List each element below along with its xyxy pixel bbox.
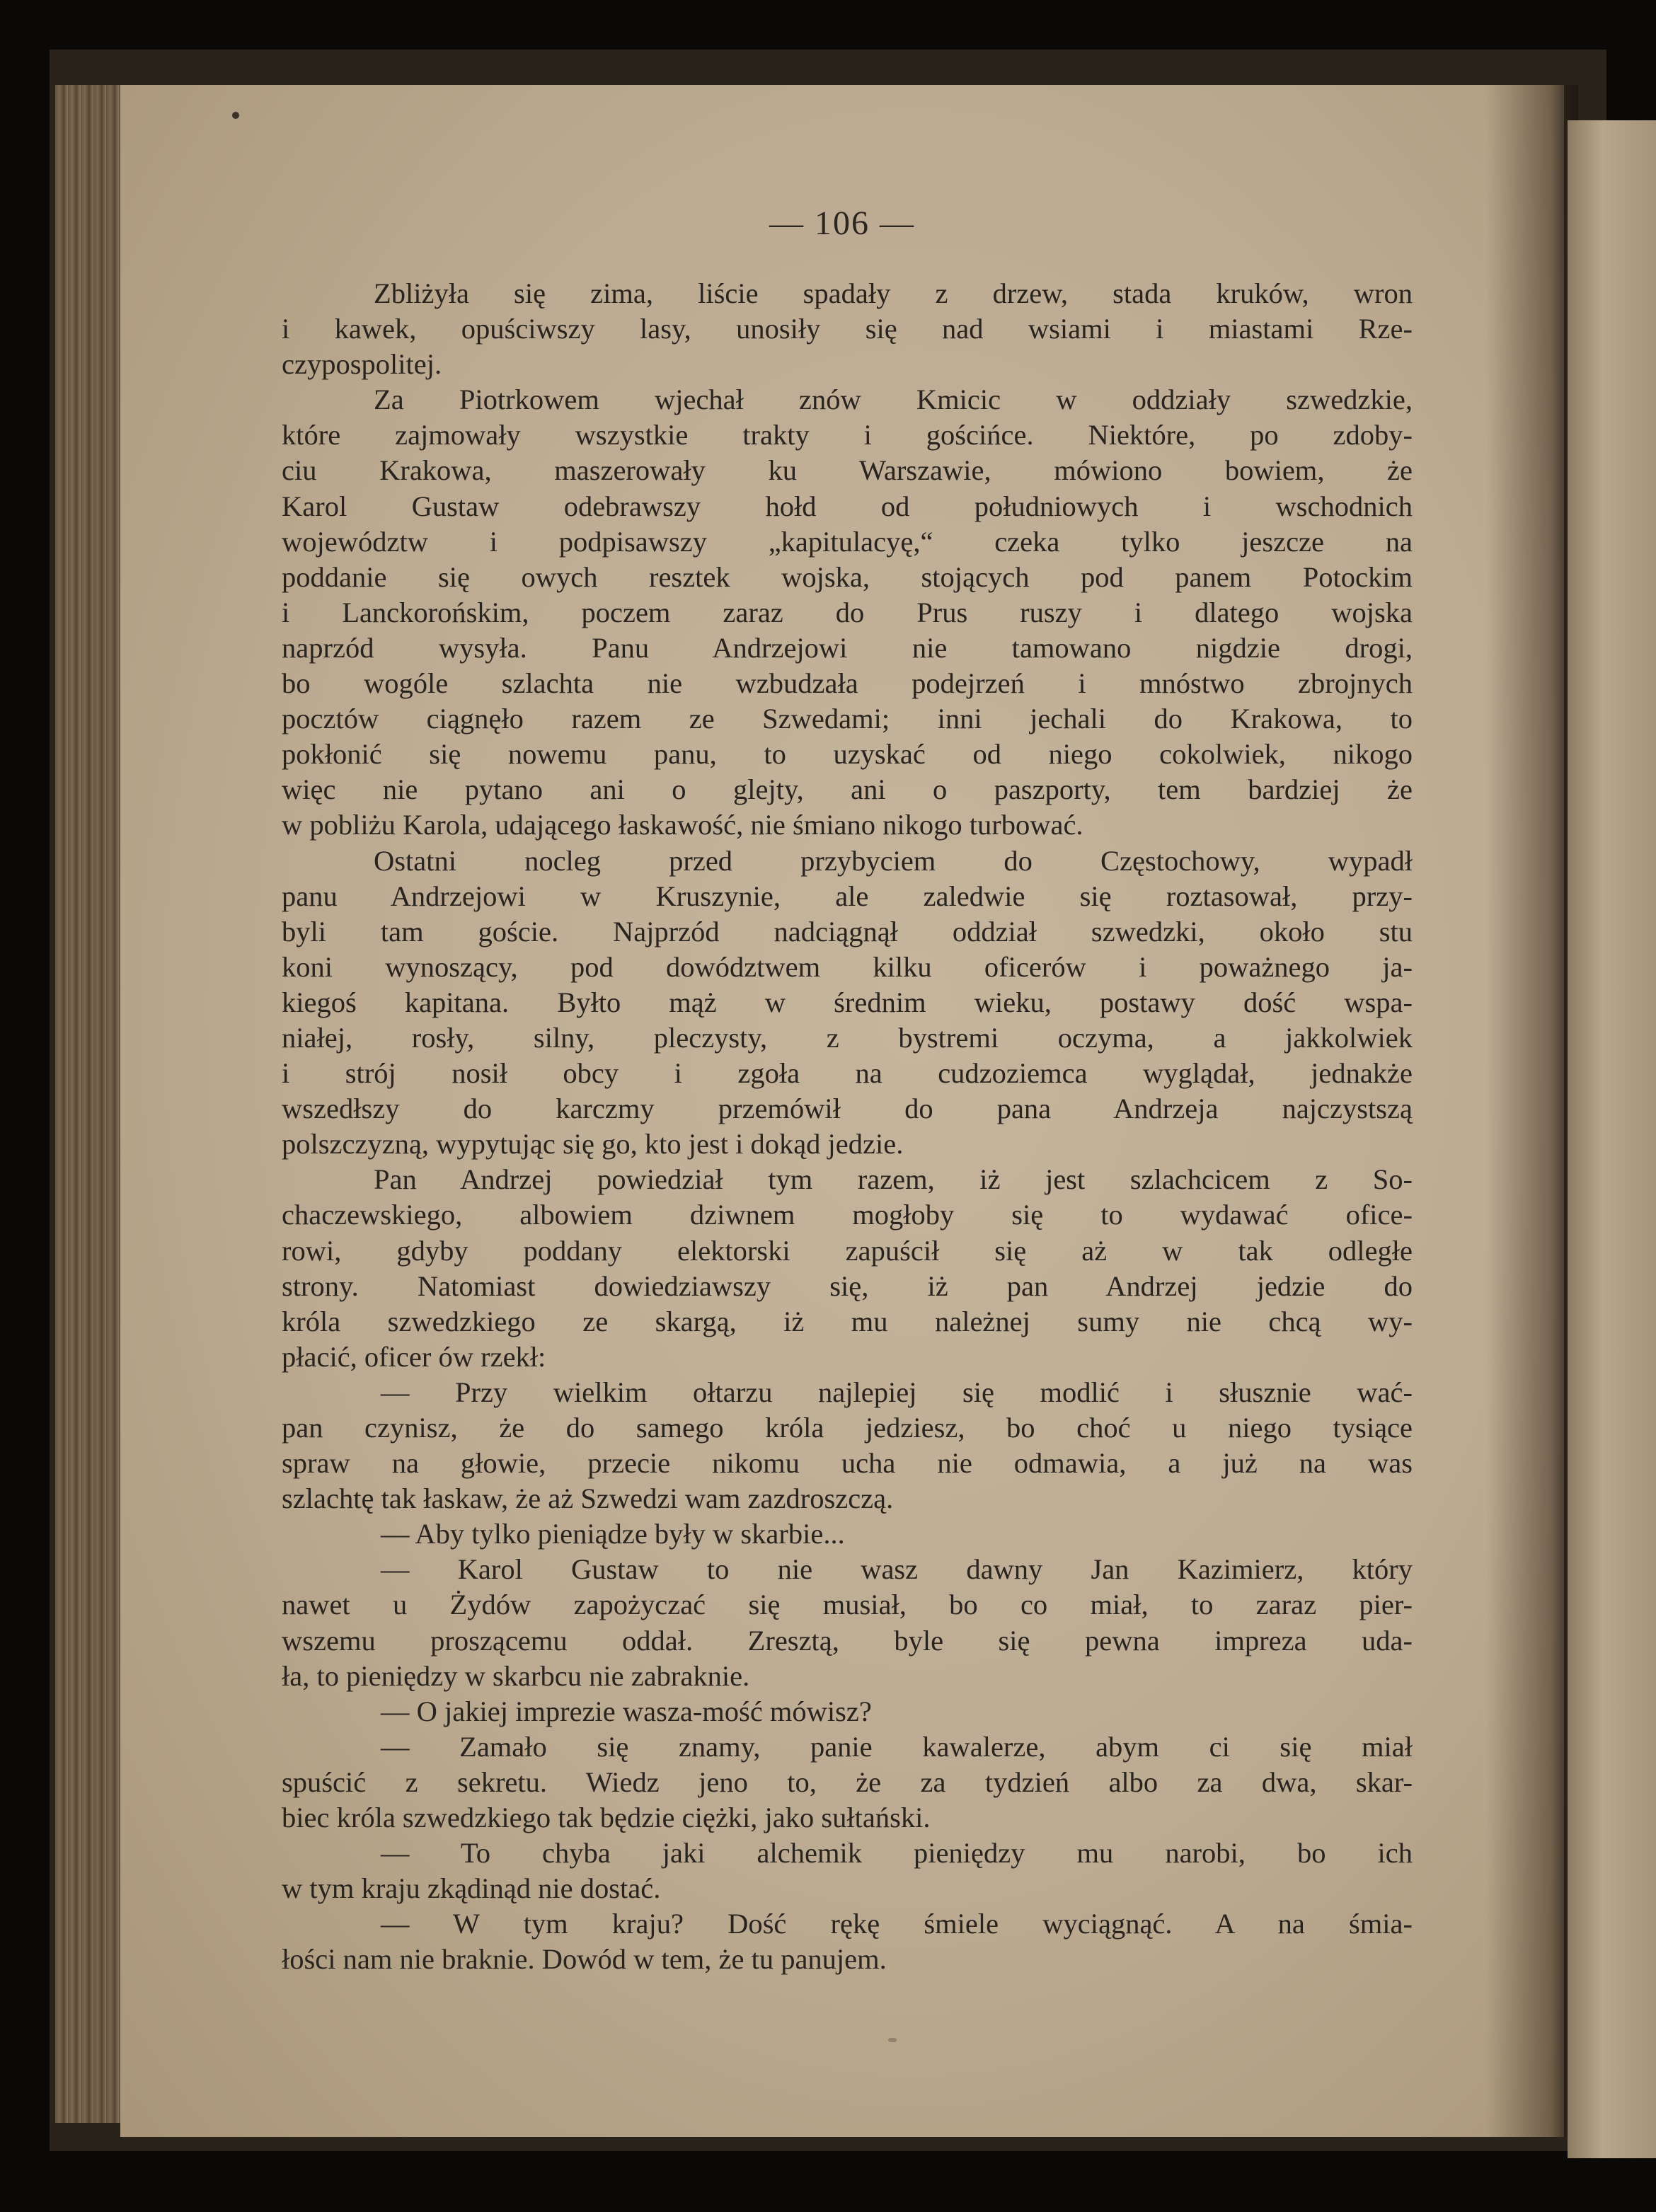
text-line: wszedłszy do karczmy przemówił do pana Andrzeja najczystszą: [282, 1093, 1413, 1125]
text-line: króla szwedzkiego ze skargą, iż mu należnej sumy nie chcą wy-: [282, 1305, 1413, 1337]
text-line: województw i podpisawszy „kapitulacyę,“ czeka tylko jeszcze na: [282, 525, 1413, 558]
text-line: w tym kraju zkądinąd nie dostać.: [282, 1872, 661, 1905]
ink-speck: [888, 2038, 897, 2042]
text-line: bo wogóle szlachta nie wzbudzała podejrzeń i mnóstwo zbrojnych: [282, 667, 1413, 700]
text-line: Ostatni nocleg przed przybyciem do Częstochowy, wypadł: [374, 844, 1413, 877]
text-line: czypospolitej.: [282, 348, 442, 381]
text-line: i kawek, opuściwszy lasy, unosiły się nad wsiami i miastami Rze-: [282, 313, 1413, 345]
text-line: kiegoś kapitana. Byłto mąż w średnim wieku, postawy dość wspa-: [282, 986, 1413, 1018]
text-line: spuścić z sekretu. Wiedz jeno to, że za tydzień albo za dwa, skar-: [282, 1765, 1413, 1798]
text-line: panu Andrzejowi w Kruszynie, ale zaledwie się roztasował, przy-: [282, 880, 1413, 912]
text-line: strony. Natomiast dowiedziawszy się, iż pan Andrzej jedzie do: [282, 1269, 1413, 1302]
text-line: pokłonić się nowemu panu, to uzyskać od niego cokolwiek, nikogo: [282, 738, 1413, 771]
text-line: pocztów ciągnęło razem ze Szwedami; inni jechali do Krakowa, to: [282, 703, 1413, 735]
text-line: — W tym kraju? Dość rękę śmiele wyciągnąć. A na śmia-: [381, 1908, 1413, 1940]
text-line: byli tam goście. Najprzód nadciągnął oddział szwedzki, około stu: [282, 915, 1413, 947]
text-line: więc nie pytano ani o glejty, ani o paszporty, tem bardziej że: [282, 773, 1413, 806]
text-line: koni wynoszący, pod dowództwem kilku oficerów i poważnego ja-: [282, 950, 1413, 983]
gutter-shadow: [1486, 85, 1578, 2137]
text-line: — O jakiej imprezie wasza-mość mówisz?: [381, 1695, 872, 1727]
text-line: — Zamało się znamy, panie kawalerze, abym ci się miał: [381, 1730, 1413, 1763]
text-line: niałej, rosły, silny, pleczysty, z bystremi oczyma, a jakkolwiek: [282, 1021, 1413, 1054]
text-line: Zbliżyła się zima, liście spadały z drzew, stada kruków, wron: [374, 277, 1413, 309]
text-line: i Lanckorońskim, poczem zaraz do Prus ruszy i dlatego wojska: [282, 596, 1413, 628]
text-line: ła, to pieniędzy w skarbcu nie zabraknie.: [282, 1659, 750, 1692]
body-text: [282, 276, 1413, 1978]
text-line: Pan Andrzej powiedział tym razem, iż jest szlachcicem z So-: [374, 1163, 1413, 1196]
text-line: płacić, oficer ów rzekł:: [282, 1340, 546, 1373]
text-line: pan czynisz, że do samego króla jedziesz, bo choć u niego tysiące: [282, 1412, 1413, 1444]
text-line: biec króla szwedzkiego tak będzie ciężki, jako sułtański.: [282, 1802, 931, 1834]
text-line: Karol Gustaw odebrawszy hołd od południowych i wschodnich: [282, 490, 1413, 522]
text-line: i strój nosił obcy i zgoła na cudzoziemca wyglądał, jednakże: [282, 1057, 1413, 1090]
text-line: spraw na głowie, przecie nikomu ucha nie odmawia, a już na was: [282, 1447, 1413, 1480]
text-line: łości nam nie braknie. Dowód w tem, że tu panujem.: [282, 1943, 887, 1976]
facing-page-edge: [1568, 120, 1656, 2158]
text-line: poddanie się owych resztek wojska, stojących pod panem Potockim: [282, 560, 1413, 593]
ink-dot: [232, 112, 239, 119]
text-line: — Przy wielkim ołtarzu najlepiej się modlić i słusznie wać-: [381, 1376, 1413, 1408]
text-line: Za Piotrkowem wjechał znów Kmicic w oddziały szwedzkie,: [374, 384, 1413, 416]
text-line: nawet u Żydów zapożyczać się musiał, bo co miał, to zaraz pier-: [282, 1589, 1413, 1621]
text-line: w pobliżu Karola, udającego łaskawość, nie śmiano nikogo turbować.: [282, 809, 1083, 841]
text-line: — Karol Gustaw to nie wasz dawny Jan Kazimierz, który: [381, 1553, 1413, 1586]
text-line: polszczyzną, wypytując się go, kto jest i dokąd jedzie.: [282, 1128, 904, 1160]
text-line: — To chyba jaki alchemik pieniędzy mu narobi, bo ich: [381, 1837, 1413, 1870]
text-line: chaczewskiego, albowiem dziwnem mogłoby się to wydawać ofice-: [282, 1199, 1413, 1231]
text-line: ciu Krakowa, maszerowały ku Warszawie, mówiono bowiem, że: [282, 454, 1413, 487]
text-line: rowi, gdyby poddany elektorski zapuścił się aż w tak odległe: [282, 1234, 1413, 1267]
page-number: — 106 —: [769, 205, 915, 242]
text-line: — Aby tylko pieniądze były w skarbie...: [381, 1518, 845, 1550]
text-line: które zajmowały wszystkie trakty i gościńce. Niektóre, po zdoby-: [282, 419, 1413, 451]
text-line: naprzód wysyła. Panu Andrzejowi nie tamowano nigdzie drogi,: [282, 631, 1413, 664]
text-line: wszemu proszącemu oddał. Zresztą, byle się pewna impreza uda-: [282, 1624, 1413, 1657]
text-line: szlachtę tak łaskaw, że aż Szwedzi wam zazdroszczą.: [282, 1482, 894, 1515]
